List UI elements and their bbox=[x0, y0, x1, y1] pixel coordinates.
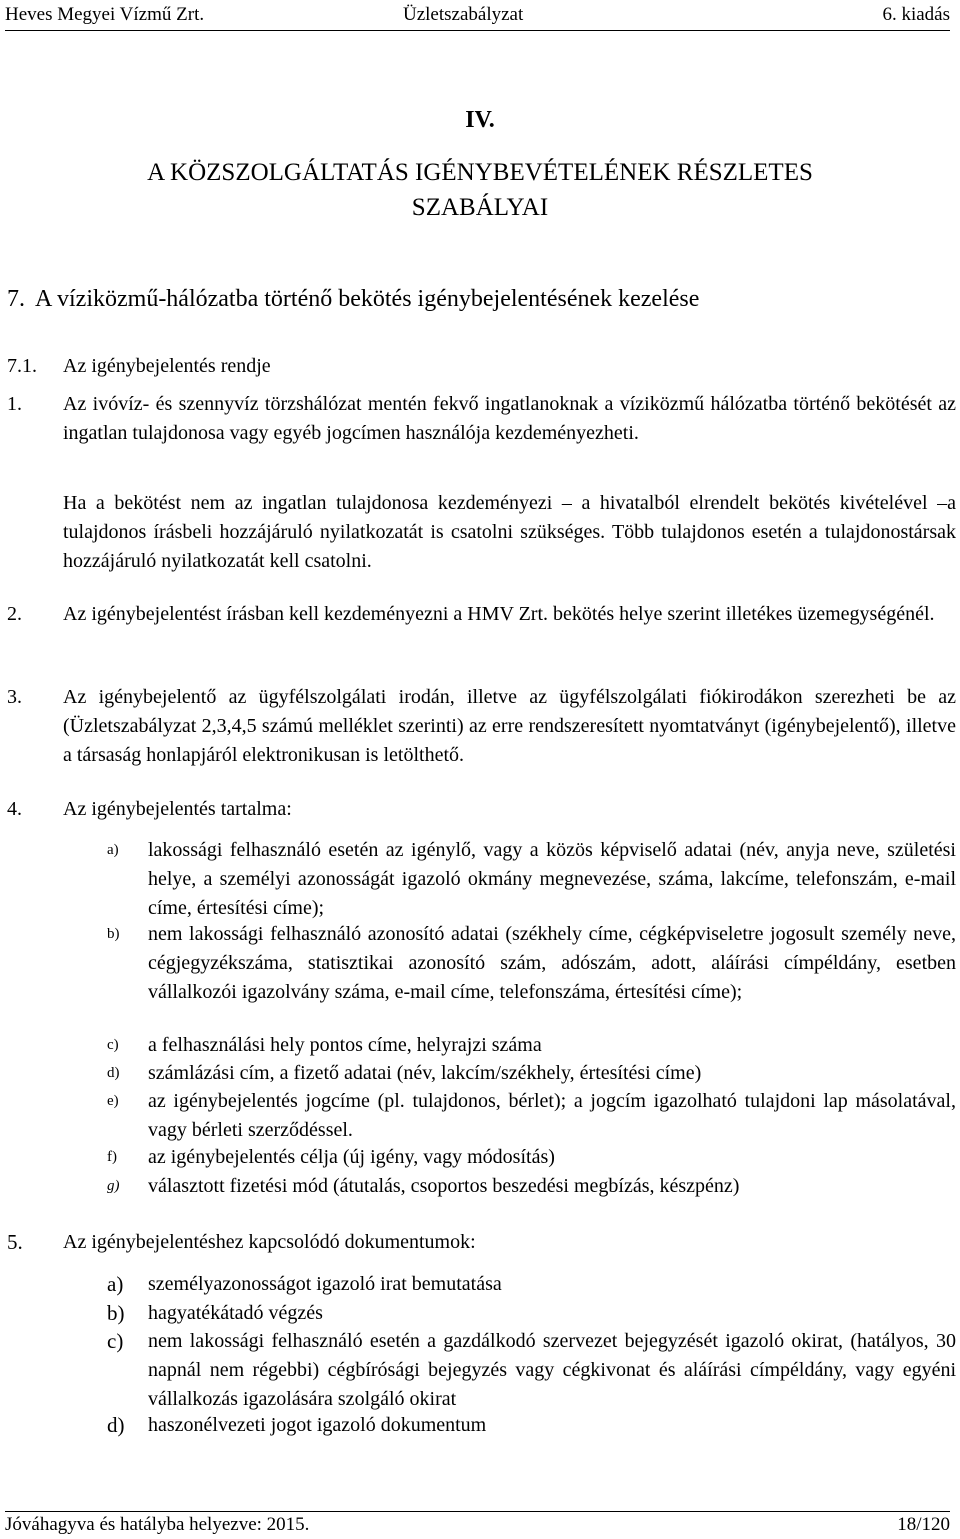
list-label: g) bbox=[107, 1178, 120, 1194]
item-text: Az ivóvíz- és szennyvíz törzshálózat mentén fekvő ingatlanoknak a víziközmű hálózatba történő bekötését az ingatlan tulajdonosa vagy egyéb jogcímen használója kezdeményezheti. bbox=[63, 393, 956, 444]
page-footer bbox=[5, 1511, 950, 1538]
item-number: 5. bbox=[7, 1230, 23, 1254]
list-label: e) bbox=[107, 1093, 119, 1109]
list-label: b) bbox=[107, 1301, 125, 1325]
part-number: IV. bbox=[465, 107, 495, 133]
item-number: 1. bbox=[7, 393, 22, 415]
list-label: b) bbox=[107, 926, 120, 942]
list-label: c) bbox=[107, 1037, 119, 1053]
item-text: Az igénybejelentéshez kapcsolódó dokumentumok: bbox=[63, 1231, 476, 1253]
list-label: a) bbox=[107, 1272, 124, 1296]
item-number: 2. bbox=[7, 603, 22, 625]
page-header bbox=[5, 2, 950, 31]
item-number: 3. bbox=[7, 686, 22, 708]
item-text: Ha a bekötést nem az ingatlan tulajdonosa kezdeményezi – a hivatalból elrendelt bekötés kivételével –a tulajdonos írásbeli hozzájáruló nyilatkozatát is csatolni szükséges. Több tulajdonos esetén a tulajdonostársak hozzájáruló nyilatkozatát kell csatolni. bbox=[63, 492, 956, 572]
list-item: haszonélvezeti jogot igazoló dokumentum bbox=[148, 1414, 487, 1436]
list-item: az igénybejelentés jogcíme (pl. tulajdonos, bérlet); a jogcím igazolható tulajdoni lap másolatával, vagy bérleti szerződéssel. bbox=[148, 1090, 956, 1141]
list-label: f) bbox=[107, 1149, 117, 1165]
list-label: d) bbox=[107, 1413, 125, 1437]
list-item: személyazonosságot igazoló irat bemutatása bbox=[148, 1273, 502, 1295]
section-title: Az igénybejelentés rendje bbox=[63, 355, 271, 377]
header-edition: 6. kiadás bbox=[882, 4, 950, 25]
header-document: Üzletszabályzat bbox=[403, 4, 524, 25]
list-item: számlázási cím, a fizető adatai (név, lakcím/székhely, értesítési címe) bbox=[148, 1062, 702, 1084]
section-number: 7.1. bbox=[7, 355, 37, 377]
list-label: d) bbox=[107, 1065, 120, 1081]
list-item: nem lakossági felhasználó esetén a gazdálkodó szervezet bejegyzését igazoló okirat, (hatályos, 30 napnál nem régebbi) cégbírósági bejegyzés vagy cégkivonat és aláírási címpéldány, vagy egyéni vállalkozás igazolására szolgáló okirat bbox=[148, 1330, 956, 1410]
section-heading bbox=[7, 352, 271, 381]
list-item: az igénybejelentés célja (új igény, vagy módosítás) bbox=[148, 1146, 555, 1168]
item-text: Az igénybejelentő az ügyfélszolgálati irodán, illetve az ügyfélszolgálati fiókirodákon szerezheti be az (Üzletszabályzat 2,3,4,5 számú melléklet szerinti) az erre rendszeresített nyomtatványt (igénybejelentő), illetve a társaság honlapjáról elektronikusan is letölthető. bbox=[63, 686, 956, 766]
list-label: a) bbox=[107, 842, 119, 858]
footer-page-number: 18/120 bbox=[897, 1514, 950, 1535]
item-text: Az igénybejelentés tartalma: bbox=[63, 798, 292, 820]
item-text: Az igénybejelentést írásban kell kezdeményezni a HMV Zrt. bekötés helye szerint illetékes üzemegységénél. bbox=[63, 603, 935, 625]
list-item: nem lakossági felhasználó azonosító adatai (székhely címe, cégképviseletre jogosult személy neve, cégjegyzékszáma, statisztikai azonosító szám, adószám, adott, aláírási címpéldány, esetben vállalkozói igazolvány száma, e-mail címe, telefonszáma, értesítési címe); bbox=[148, 923, 956, 1003]
chapter-heading bbox=[7, 282, 952, 316]
list-item: a felhasználási hely pontos címe, helyrajzi száma bbox=[148, 1034, 542, 1056]
part-title-line1: A KÖZSZOLGÁLTATÁS IGÉNYBEVÉTELÉNEK RÉSZLETES bbox=[147, 159, 813, 186]
list-item: hagyatékátadó végzés bbox=[148, 1302, 323, 1324]
chapter-number: 7. bbox=[7, 286, 25, 312]
chapter-title: A víziközmű-hálózatba történő bekötés igénybejelentésének kezelése bbox=[35, 286, 700, 312]
list-item: lakossági felhasználó esetén az igénylő, vagy a közös képviselő adatai (név, anyja neve, születési helye, a személyi azonosságát igazoló okmány megnevezése, száma, lakcíme, telefonszám, e-mail címe, értesítési címe); bbox=[148, 839, 956, 919]
item-number: 4. bbox=[7, 798, 22, 820]
footer-approval: Jóváhagyva és hatályba helyezve: 2015. bbox=[5, 1514, 310, 1535]
header-company: Heves Megyei Vízmű Zrt. bbox=[5, 4, 205, 25]
part-title-line2: SZABÁLYAI bbox=[411, 194, 549, 221]
list-item: választott fizetési mód (átutalás, csoportos beszedési megbízás, készpénz) bbox=[148, 1175, 740, 1197]
list-label: c) bbox=[107, 1329, 124, 1353]
